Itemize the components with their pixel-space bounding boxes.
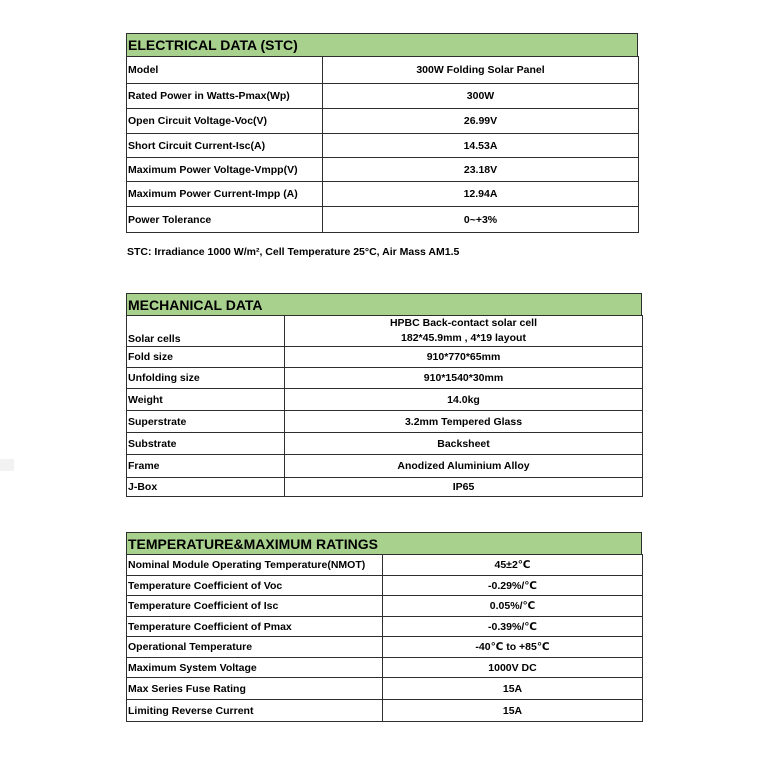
row-value — [285, 316, 643, 347]
table-row — [127, 368, 643, 389]
row-label: Unfolding size — [127, 368, 285, 389]
table-row — [127, 109, 639, 134]
mechanical-data-title: MECHANICAL DATA — [126, 293, 642, 316]
electrical-data-section — [126, 33, 638, 233]
row-label: Fold size — [127, 347, 285, 368]
row-value: IP65 — [285, 478, 643, 497]
row-value: -40℃ to +85℃ — [383, 637, 643, 658]
table-row — [127, 433, 643, 455]
row-label: Short Circuit Current-Isc(A) — [127, 134, 323, 158]
temperature-ratings-table — [126, 554, 643, 722]
row-label: Limiting Reverse Current — [127, 700, 383, 722]
table-row — [127, 134, 639, 158]
row-value: 3.2mm Tempered Glass — [285, 411, 643, 433]
row-label: Rated Power in Watts-Pmax(Wp) — [127, 84, 323, 109]
row-value: Backsheet — [285, 433, 643, 455]
table-row — [127, 617, 643, 637]
row-label: Power Tolerance — [127, 207, 323, 233]
row-value: 300W — [323, 84, 639, 109]
row-value: 910*770*65mm — [285, 347, 643, 368]
table-row — [127, 576, 643, 596]
row-label: J-Box — [127, 478, 285, 497]
electrical-data-title: ELECTRICAL DATA (STC) — [126, 33, 638, 57]
row-value: -0.29%/℃ — [383, 576, 643, 596]
row-value: Anodized Aluminium Alloy — [285, 455, 643, 478]
table-row — [127, 347, 643, 368]
row-value: 910*1540*30mm — [285, 368, 643, 389]
row-value: 0.05%/℃ — [383, 596, 643, 617]
row-label: Weight — [127, 389, 285, 411]
row-value: 15A — [383, 678, 643, 700]
mechanical-data-section — [126, 293, 642, 497]
table-row — [127, 316, 643, 347]
row-label: Operational Temperature — [127, 637, 383, 658]
row-label: Model — [127, 57, 323, 84]
table-row — [127, 637, 643, 658]
solar-cell-layout: 182*45.9mm , 4*19 layout — [401, 332, 526, 344]
row-label: Maximum Power Current-Impp (A) — [127, 182, 323, 207]
electrical-data-table — [126, 56, 639, 233]
table-row — [127, 158, 639, 182]
row-label: Max Series Fuse Rating — [127, 678, 383, 700]
row-value: 12.94A — [323, 182, 639, 207]
margin-mark — [0, 459, 14, 471]
table-row — [127, 207, 639, 233]
table-row — [127, 57, 639, 84]
row-value: 45±2℃ — [383, 555, 643, 576]
stc-note: STC: Irradiance 1000 W/m², Cell Temperature 25°C, Air Mass AM1.5 — [127, 246, 460, 258]
row-label: Maximum Power Voltage-Vmpp(V) — [127, 158, 323, 182]
table-row — [127, 678, 643, 700]
row-label: Solar cells — [127, 316, 285, 347]
row-label: Superstrate — [127, 411, 285, 433]
row-label: Nominal Module Operating Temperature(NMOT) — [127, 555, 383, 576]
row-value: 23.18V — [323, 158, 639, 182]
row-label: Temperature Coefficient of Isc — [127, 596, 383, 617]
row-label: Frame — [127, 455, 285, 478]
row-value: 0~+3% — [323, 207, 639, 233]
row-value: 1000V DC — [383, 658, 643, 678]
table-row — [127, 658, 643, 678]
temperature-ratings-section — [126, 532, 642, 722]
table-row — [127, 596, 643, 617]
solar-cell-type: HPBC Back-contact solar cell — [389, 317, 538, 329]
row-label: Substrate — [127, 433, 285, 455]
row-label: Maximum System Voltage — [127, 658, 383, 678]
row-value: 26.99V — [323, 109, 639, 134]
row-value: 14.53A — [323, 134, 639, 158]
row-value: 14.0kg — [285, 389, 643, 411]
row-value: -0.39%/℃ — [383, 617, 643, 637]
table-row — [127, 84, 639, 109]
row-value: 300W Folding Solar Panel — [323, 57, 639, 84]
table-row — [127, 455, 643, 478]
row-label: Temperature Coefficient of Voc — [127, 576, 383, 596]
table-row — [127, 700, 643, 722]
mechanical-data-table — [126, 315, 643, 497]
row-label: Temperature Coefficient of Pmax — [127, 617, 383, 637]
temperature-ratings-title: TEMPERATURE&MAXIMUM RATINGS — [126, 532, 642, 555]
row-label: Open Circuit Voltage-Voc(V) — [127, 109, 323, 134]
table-row — [127, 182, 639, 207]
table-row — [127, 389, 643, 411]
table-row — [127, 478, 643, 497]
row-value: 15A — [383, 700, 643, 722]
table-row — [127, 411, 643, 433]
table-row — [127, 555, 643, 576]
